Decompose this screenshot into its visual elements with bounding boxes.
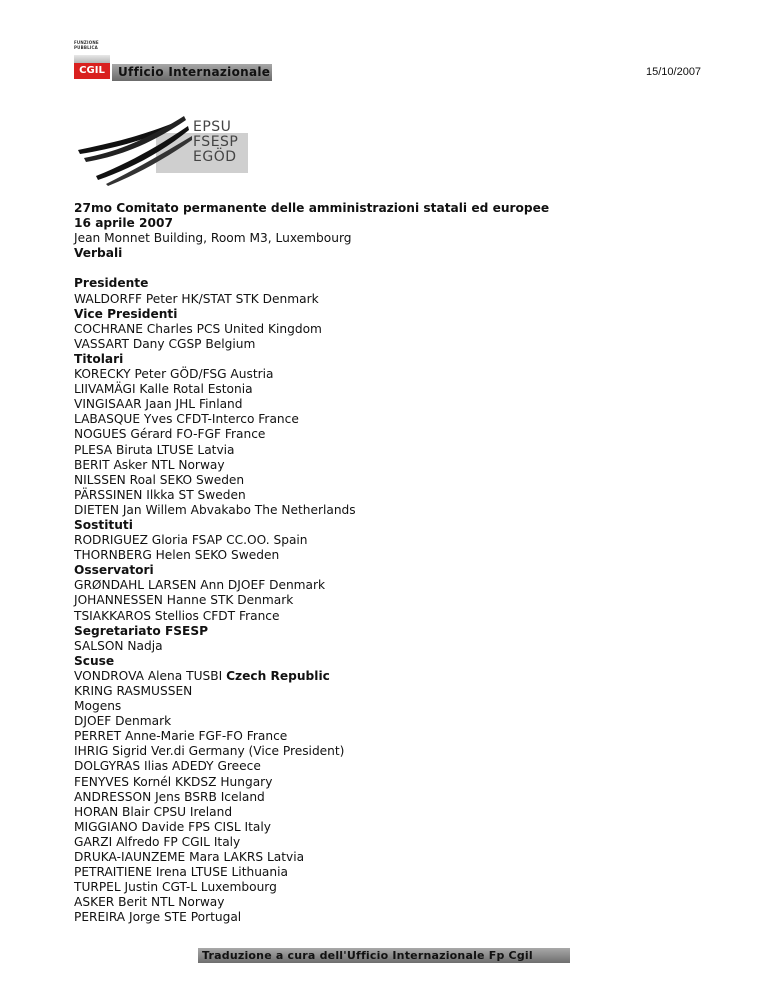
list-item: KORECKY Peter GÖD/FSG Austria [74, 367, 274, 382]
list-item: Mogens [74, 699, 122, 714]
list-item: RODRIGUEZ Gloria FSAP CC.OO. Spain [74, 533, 308, 548]
document-type: Verbali [74, 246, 123, 261]
list-item: PERRET Anne-Marie FGF-FO France [74, 729, 288, 744]
list-item: DRUKA-IAUNZEME Mara LAKRS Latvia [74, 850, 305, 865]
epsu-line-3: EGÖD [193, 149, 237, 165]
list-item: PLESA Biruta LTUSE Latvia [74, 442, 235, 457]
section-heading-osservatori: Osservatori [74, 563, 154, 578]
epsu-line-2: FSESP [193, 134, 239, 150]
list-item: GRØNDAHL LARSEN Ann DJOEF Denmark [74, 578, 326, 593]
office-label: Ufficio Internazionale [118, 65, 271, 79]
footer-text: Traduzione a cura dell'Ufficio Internazionale Fp Cgil [202, 949, 533, 962]
list-item: DOLGYRAS Ilias ADEDY Greece [74, 759, 261, 774]
list-item: KRING RASMUSSEN [74, 684, 193, 698]
list-item: TSIAKKAROS Stellios CFDT France [74, 608, 280, 623]
list-item: ANDRESSON Jens BSRB Iceland [74, 789, 265, 804]
section-heading-presidente: Presidente [74, 276, 149, 291]
document-title: 27mo Comitato permanente delle amministrazioni statali ed europee [74, 201, 550, 215]
document-location: Jean Monnet Building, Room M3, Luxembourg [74, 231, 352, 246]
section-heading-scuse: Scuse [74, 653, 115, 668]
epsu-swoosh-icon [76, 114, 196, 186]
document-body [74, 201, 674, 926]
list-item: SALSON Nadja [74, 638, 163, 653]
epsu-logo [76, 114, 246, 184]
list-item: JOHANNESSEN Hanne STK Denmark [74, 593, 294, 608]
list-item: LIIVAMÄGI Kalle Rotal Estonia [74, 382, 253, 397]
document-date: 16 aprile 2007 [74, 216, 173, 231]
list-item: BERIT Asker NTL Norway [74, 457, 225, 472]
list-item: MIGGIANO Davide FPS CISL Italy [74, 819, 271, 834]
cgil-logo [74, 41, 112, 83]
list-item: VINGISAAR Jaan JHL Finland [74, 397, 243, 412]
epsu-logo-text [193, 120, 238, 165]
list-item: PEREIRA Jorge STE Portugal [74, 910, 242, 925]
list-item: FENYVES Kornél KKDSZ Hungary [74, 774, 273, 789]
list-item: WALDORFF Peter HK/STAT STK Denmark [74, 291, 319, 306]
list-item: DIETEN Jan Willem Abvakabo The Netherlands [74, 502, 356, 517]
list-item [74, 669, 674, 684]
list-item: VASSART Dany CGSP Belgium [74, 336, 256, 351]
list-item: ASKER Berit NTL Norway [74, 895, 225, 910]
cgil-logo-text: CGIL [74, 63, 110, 79]
list-item: GARZI Alfredo FP CGIL Italy [74, 834, 241, 849]
list-item: IHRIG Sigrid Ver.di Germany (Vice President) [74, 744, 345, 759]
list-item-country: Czech Republic [226, 668, 330, 683]
section-heading-segretariato: Segretariato FSESP [74, 623, 209, 638]
list-item: HORAN Blair CPSU Ireland [74, 804, 233, 819]
list-item-prefix: VONDROVA Alena TUSBI [74, 668, 227, 683]
section-heading-vice-presidenti: Vice Presidenti [74, 306, 178, 321]
list-item: DJOEF Denmark [74, 714, 172, 729]
list-item: PETRAITIENE Irena LTUSE Lithuania [74, 865, 288, 880]
section-heading-titolari: Titolari [74, 351, 124, 366]
list-item: THORNBERG Helen SEKO Sweden [74, 548, 280, 563]
list-item: NOGUES Gérard FO-FGF France [74, 427, 266, 442]
list-item: COCHRANE Charles PCS United Kingdom [74, 321, 322, 336]
list-item: NILSSEN Roal SEKO Sweden [74, 472, 245, 487]
header-date: 15/10/2007 [646, 66, 702, 78]
list-item: PÄRSSINEN Ilkka ST Sweden [74, 487, 246, 502]
epsu-line-1: EPSU [193, 119, 232, 135]
list-item: TURPEL Justin CGT-L Luxembourg [74, 880, 277, 895]
section-heading-sostituti: Sostituti [74, 517, 133, 532]
cgil-logo-top-text: FUNZIONE PUBBLICA [74, 40, 99, 50]
list-item: LABASQUE Yves CFDT-Interco France [74, 412, 299, 427]
